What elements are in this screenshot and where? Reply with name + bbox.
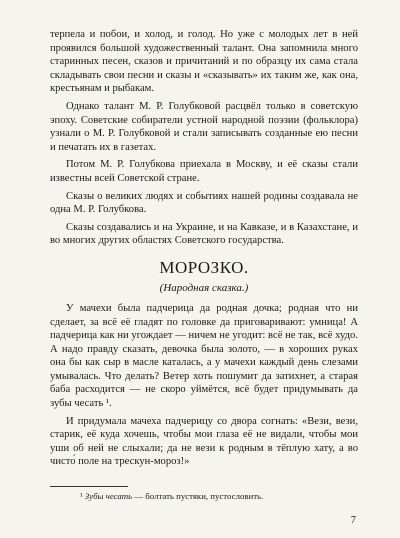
intro-paragraph-1: терпела и побои, и холод, и голод. Но уже с молодых лет в ней проявился большой художественный талант. Она запомнила много старинных песен, сказов и причитаний и по образцу их сама стала складывать свои песни и сказы и «сказывать» их таким же, как она, крестьянам и рыбакам. (50, 29, 358, 95)
intro-paragraph-3: Потом М. Р. Голубкова приехала в Москву, и её сказы стали известны всей Советской стране. (50, 159, 358, 184)
intro-paragraph-2: Однако талант М. Р. Голубковой расцвёл только в советскую эпоху. Советские собиратели устной народной поэзии (фольклора) узнали о М. Р. Голубковой и стали записывать созданные ею песни и печатать их в газетах. (50, 100, 358, 153)
page-number: 7 (350, 515, 356, 526)
story-paragraph-2: И придумала мачеха падчерицу со двора согнать: «Вези, вези, старик, её куда хочешь, чтобы мои глаза её не видали, чтобы мои уши об ней не слыхали; да не вези к родным в тёплую хату, а во чисто́ поле на трескун-мороз!» (50, 415, 358, 468)
story-title: МОРОЗКО. (159, 257, 249, 277)
footnote-rule (50, 486, 128, 487)
main-text (50, 28, 358, 469)
story-subtitle: (Народная сказка.) (159, 281, 249, 294)
intro-paragraph-5: Сказы создавались и на Украине, и на Кавказе, и в Казахстане, и во многих других областях Советского государства. (50, 221, 358, 247)
story-paragraph-1: У мачехи была падчерица да родная дочка; родная что ни сделает, за всё её гладят по головке да приговаривают: умница! А падчерица как ни угождает — ничем не угодит: всё не так, всё худо. А надо правду сказать, девочка была золото, — в хороших руках она бы как сыр в масле каталась, а у мачехи каждый день слезами умывалась. Что делать? Ветер хоть пошумит да затихнет, а старая баба расходится — не скоро уймётся, всё будет придумывать да зубы чесать ¹. (50, 302, 358, 410)
footnote (80, 491, 263, 502)
footnote-text: — болтать пустяки, пустословить. (132, 491, 264, 501)
footnote-term: Зубы чесать (84, 491, 133, 501)
footnote-marker: ¹ (80, 491, 83, 501)
intro-paragraph-4: Сказы о великих людях и событиях нашей родины создавала не одна М. Р. Голубкова. (50, 190, 358, 216)
